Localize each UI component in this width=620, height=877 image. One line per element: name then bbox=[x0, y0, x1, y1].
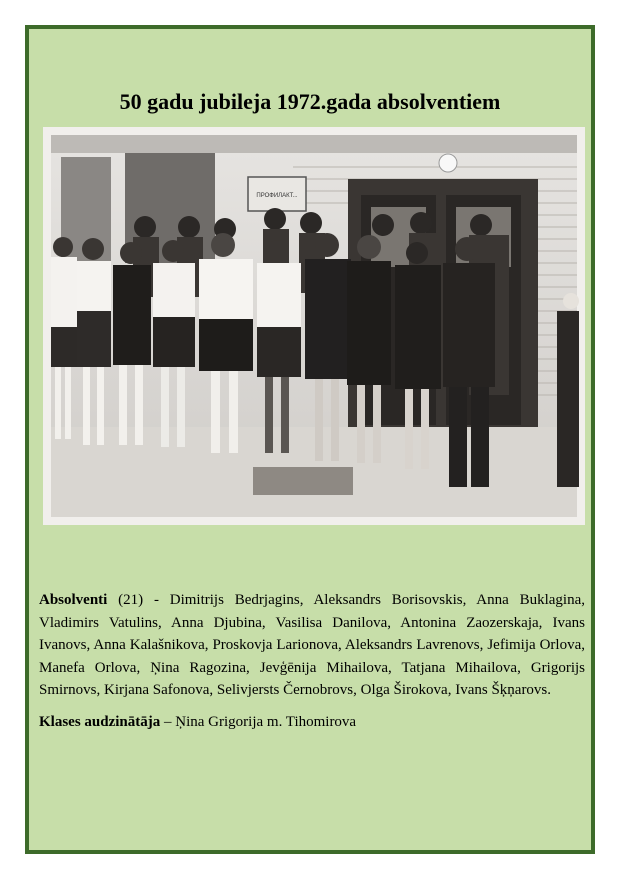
graduates-paragraph bbox=[39, 589, 585, 702]
wall-sign-text: ПРОФИЛАКТ... bbox=[256, 193, 298, 199]
graduates-label: Absolventi bbox=[39, 592, 108, 608]
teacher-name: Ņina Grigorija m. Tihomirova bbox=[175, 713, 357, 730]
teacher-paragraph bbox=[39, 711, 585, 734]
class-photo bbox=[43, 127, 585, 525]
teacher-label: Klases audzinātāja bbox=[39, 713, 161, 730]
page-title: 50 gadu jubileja 1972.gada absolventiem bbox=[119, 89, 501, 114]
graduates-names: Dimitrijs Bedrjagins, Aleksandrs Borisovskis, Anna Buklagina, Vladimirs Vatulins, Anna Djubina, Vasilisa Danilova, Antonina Zaozerskaja, Ivans Ivanovs, Anna Kalašnikova, Proskovja Larionova, Aleksandrs Lavrenovs, Jefimija Orlova, Manefa Orlova, Ņina Ragozina, Jevģēnija Mihailova, Tatjana Mihailova, Grigorijs Smirnovs, Kirjana Safonova, Selivjersts Černobrovs, Olga Širokova, Ivans Šķņarovs. bbox=[39, 592, 586, 698]
teacher-separator: – bbox=[160, 713, 176, 730]
text-block bbox=[39, 589, 585, 742]
graduates-count: (21) bbox=[118, 592, 144, 608]
class-photo-image bbox=[43, 127, 585, 525]
page-frame bbox=[25, 25, 595, 854]
graduates-separator: - bbox=[143, 592, 170, 608]
